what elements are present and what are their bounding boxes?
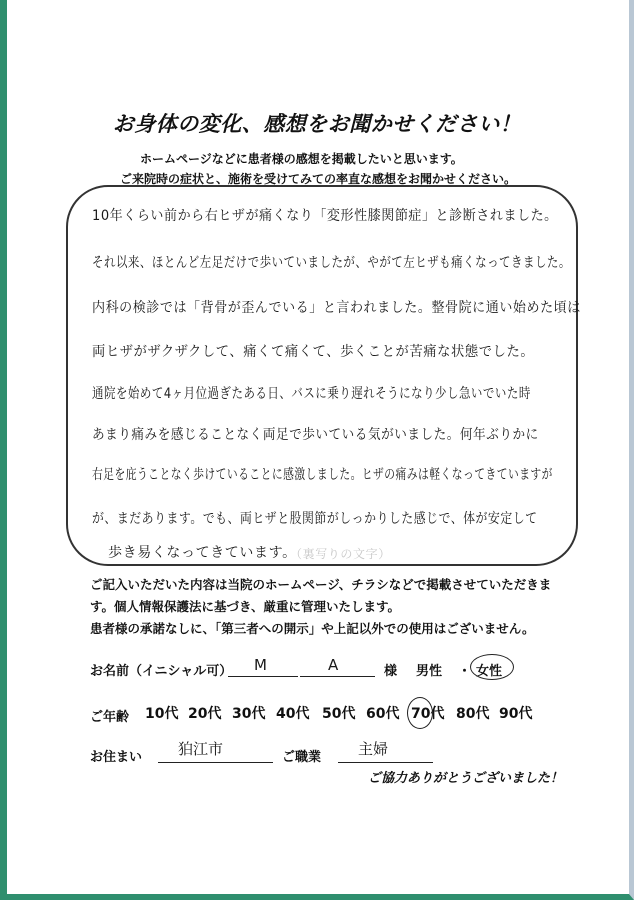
subtitle-2: ご来院時の症状と、施術を受けてみての率直な感想をお聞かせください。 <box>120 172 517 186</box>
occupation-underline <box>338 762 433 763</box>
age-option-80[interactable]: 80代 <box>456 706 490 722</box>
age-option-70[interactable]: 70代 <box>411 706 445 722</box>
name-first-value[interactable]: M <box>254 656 267 674</box>
gender-male-option[interactable]: 男性 <box>416 664 443 679</box>
age-option-40[interactable]: 40代 <box>276 706 310 722</box>
occupation-value[interactable]: 主婦 <box>358 740 389 758</box>
subtitle-1: ホームページなどに患者様の感想を掲載したいと思います。 <box>140 152 463 166</box>
age-label: ご年齢 <box>90 710 130 725</box>
age-selected-circle <box>407 697 433 729</box>
name-last-underline <box>300 676 375 677</box>
comment-line-7: 右足を庇うことなく歩けていることに感激しました。ヒザの痛みは軽くなってきていますが <box>92 467 553 483</box>
age-option-90[interactable]: 90代 <box>499 706 533 722</box>
name-first-underline <box>228 676 298 677</box>
comment-line-4: 両ヒザがザクザクして、痛くて痛くて、歩くことが苦痛な状態でした。 <box>92 344 535 360</box>
name-last-value[interactable]: A <box>328 656 339 674</box>
gender-selected-circle <box>470 654 514 680</box>
honorific: 様 <box>384 664 398 679</box>
comment-line-2: それ以来、ほとんど左足だけで歩いていましたが、やがて左ヒザも痛くなってきました。 <box>92 255 571 271</box>
address-value[interactable]: 狛江市 <box>178 740 224 758</box>
page-title: お身体の変化、感想をお聞かせください！ <box>112 112 522 136</box>
thanks-message: ご協力ありがとうございました！ <box>368 771 564 786</box>
gender-separator: ・ <box>458 664 472 679</box>
faint-bleed-text: （裏写りの文字） <box>290 547 391 561</box>
name-label: お名前（イニシャル可） <box>90 664 233 679</box>
age-option-30[interactable]: 30代 <box>232 706 266 722</box>
address-underline <box>158 762 273 763</box>
age-option-20[interactable]: 20代 <box>188 706 222 722</box>
age-option-60[interactable]: 60代 <box>366 706 400 722</box>
comment-line-6: あまり痛みを感じることなく両足で歩いている気がいました。何年ぶりかに <box>92 427 539 443</box>
notice-line-3: 患者様の承諾なしに、「第三者への開示」や上記以外での使用はございません。 <box>90 621 535 636</box>
comment-line-8: が、まだあります。でも、両ヒザと股関節がしっかりした感じで、体が安定して <box>92 511 538 527</box>
notice-line-1: ご記入いただいた内容は当院のホームページ、チラシなどで掲載させていただきま <box>90 577 552 592</box>
age-option-10[interactable]: 10代 <box>145 706 179 722</box>
occupation-label: ご職業 <box>282 750 322 765</box>
comment-line-5: 通院を始めて4ヶ月位過ぎたある日、バスに乗り遅れそうになり少し急いでいた時 <box>92 386 531 402</box>
comment-line-3: 内科の検診では「背骨が歪んでいる」と言われました。整骨院に通い始めた頃は <box>92 300 581 316</box>
gender-female-option[interactable]: 女性 <box>476 664 503 679</box>
comment-line-1: 10年くらい前から右ヒザが痛くなり「変形性膝関節症」と診断されました。 <box>92 208 558 224</box>
notice-line-2: す。個人情報保護法に基づき、厳重に管理いたします。 <box>90 599 401 614</box>
address-label: お住まい <box>90 750 143 765</box>
comment-line-9: 歩き易くなってきています。 <box>108 545 297 561</box>
age-option-50[interactable]: 50代 <box>322 706 356 722</box>
